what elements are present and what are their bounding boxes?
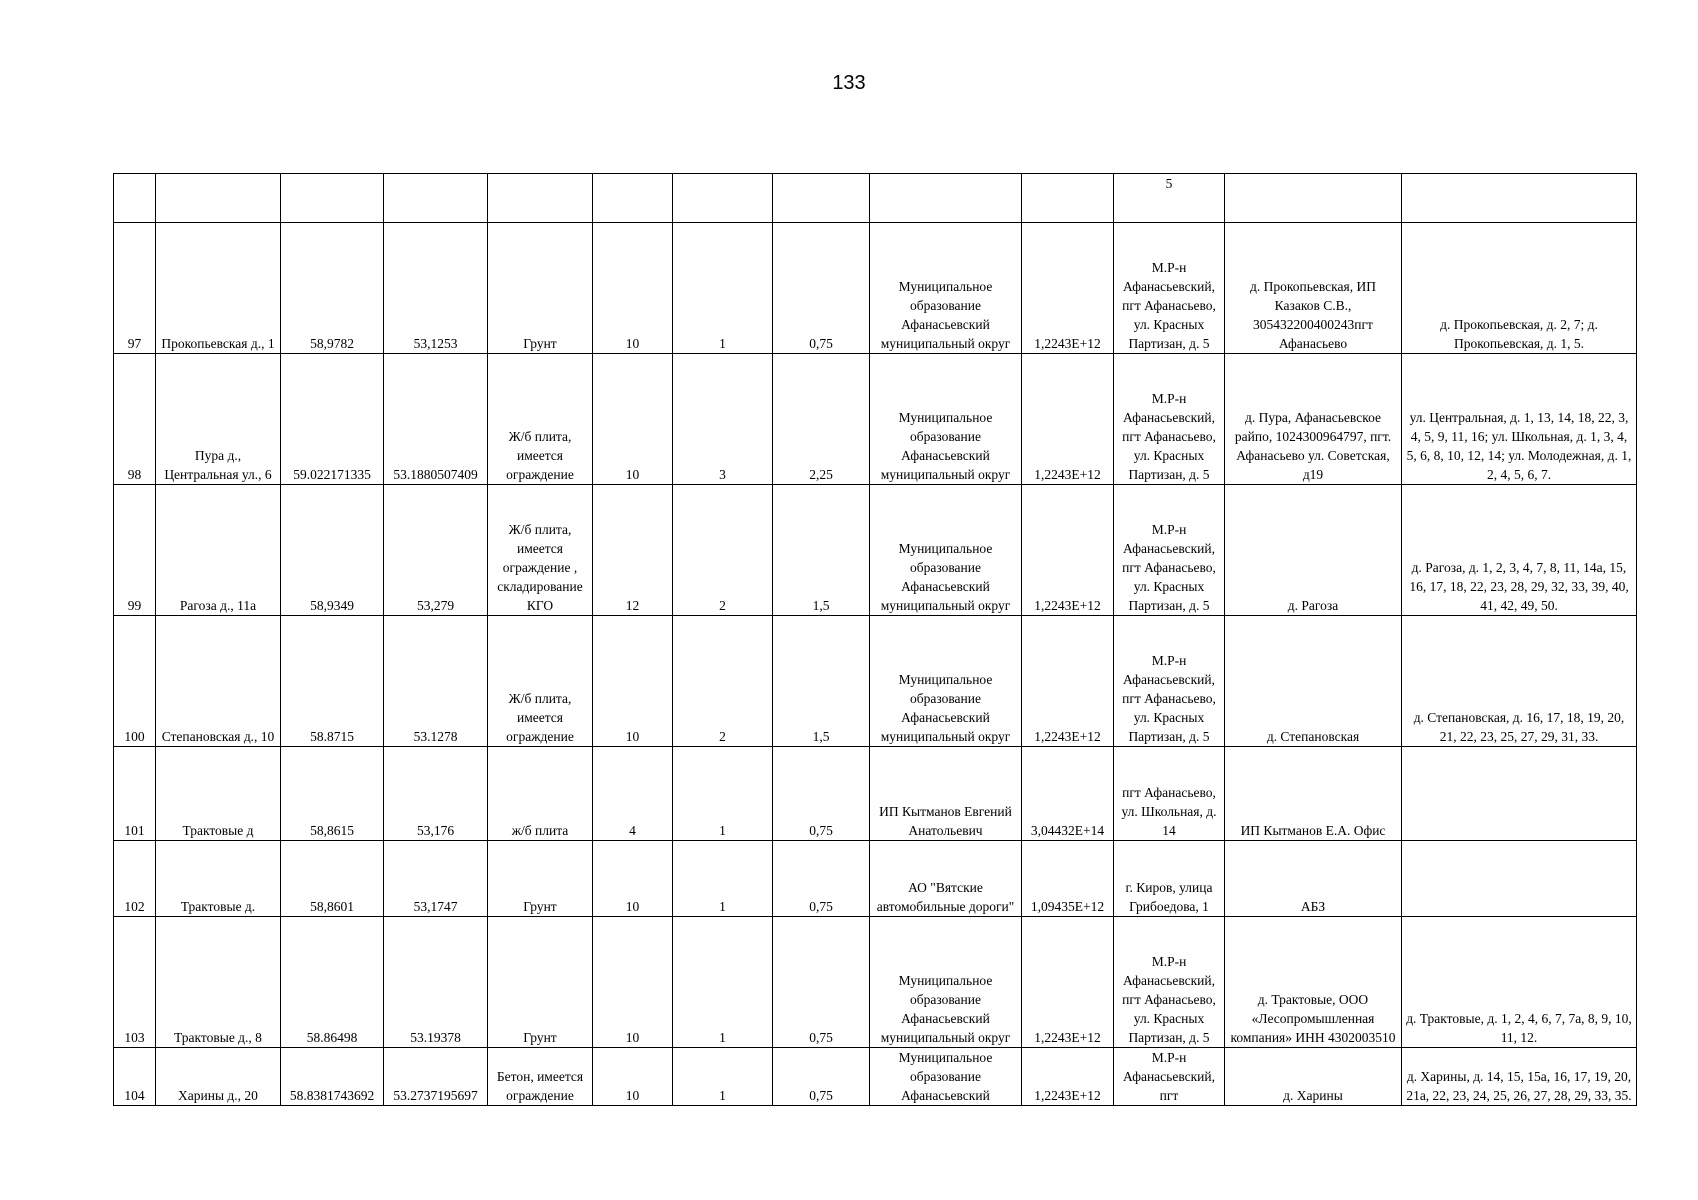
cell-lon: 53,1253 <box>384 223 488 354</box>
page-number: 133 <box>832 72 866 94</box>
cell-count: 1 <box>673 841 773 917</box>
table-row <box>114 354 1637 485</box>
cell-served: д. Харины, д. 14, 15, 15а, 16, 17, 19, 20, 21а, 22, 23, 24, 25, 26, 27, 28, 29, 33, 35. <box>1402 1048 1637 1106</box>
cell-source: д. Степановская <box>1225 616 1402 747</box>
cell-served: д. Степановская, д. 16, 17, 18, 19, 20, 21, 22, 23, 25, 27, 29, 31, 33. <box>1402 616 1637 747</box>
cell-lon: 53.2737195697 <box>384 1048 488 1106</box>
table-row <box>114 917 1637 1048</box>
cell-surface: Бетон, имеется ограждение <box>488 1048 593 1106</box>
cell-owner: Муниципальное образование Афанасьевский муниципальный округ <box>870 616 1022 747</box>
cell-served: д. Прокопьевская, д. 2, 7; д. Прокопьевская, д. 1, 5. <box>1402 223 1637 354</box>
cell-surface: Грунт <box>488 841 593 917</box>
cell-volume: 2,25 <box>773 354 870 485</box>
cell-volume: 0,75 <box>773 223 870 354</box>
cell-area: 10 <box>593 616 673 747</box>
cell-n: 99 <box>114 485 156 616</box>
table-row <box>114 1048 1637 1106</box>
cell-name: Трактовые д., 8 <box>156 917 281 1048</box>
cell-address: М.Р-н Афанасьевский, пгт Афанасьево, ул. Красных Партизан, д. 5 <box>1114 223 1225 354</box>
cell-source: д. Харины <box>1225 1048 1402 1106</box>
cell-served: д. Трактовые, д. 1, 2, 4, 6, 7, 7а, 8, 9, 10, 11, 12. <box>1402 917 1637 1048</box>
cell-owner: Муниципальное образование Афанасьевский <box>870 1048 1022 1106</box>
cell-volume: 1,5 <box>773 616 870 747</box>
cell-n: 103 <box>114 917 156 1048</box>
cell-source: д. Рагоза <box>1225 485 1402 616</box>
cell-ogrn: 1,2243E+12 <box>1022 223 1114 354</box>
cell-source: ИП Кытманов Е.А. Офис <box>1225 747 1402 841</box>
cell-served <box>1402 174 1637 223</box>
cell-source: АБЗ <box>1225 841 1402 917</box>
cell-count: 2 <box>673 616 773 747</box>
cell-ogrn <box>1022 174 1114 223</box>
cell-ogrn: 1,09435E+12 <box>1022 841 1114 917</box>
cell-owner <box>870 174 1022 223</box>
cell-lon: 53.1880507409 <box>384 354 488 485</box>
cell-lat: 58,9782 <box>281 223 384 354</box>
cell-ogrn: 1,2243E+12 <box>1022 917 1114 1048</box>
cell-n: 97 <box>114 223 156 354</box>
cell-owner: Муниципальное образование Афанасьевский муниципальный округ <box>870 917 1022 1048</box>
cell-source <box>1225 174 1402 223</box>
cell-count: 1 <box>673 1048 773 1106</box>
cell-n: 98 <box>114 354 156 485</box>
table-row <box>114 616 1637 747</box>
cell-owner: ИП Кытманов Евгений Анатольевич <box>870 747 1022 841</box>
cell-lon: 53,176 <box>384 747 488 841</box>
cell-n: 100 <box>114 616 156 747</box>
cell-name: Трактовые д <box>156 747 281 841</box>
cell-surface: Ж/б плита, имеется ограждение , складирование КГО <box>488 485 593 616</box>
cell-lon: 53.1278 <box>384 616 488 747</box>
cell-name <box>156 174 281 223</box>
cell-ogrn: 1,2243E+12 <box>1022 485 1114 616</box>
cell-volume: 0,75 <box>773 841 870 917</box>
cell-address: М.Р-н Афанасьевский, пгт <box>1114 1048 1225 1106</box>
cell-area: 10 <box>593 354 673 485</box>
cell-ogrn: 3,04432E+14 <box>1022 747 1114 841</box>
table-row <box>114 174 1637 223</box>
cell-area: 10 <box>593 917 673 1048</box>
cell-lon: 53,1747 <box>384 841 488 917</box>
cell-count: 1 <box>673 917 773 1048</box>
cell-lat: 58,8601 <box>281 841 384 917</box>
table-row <box>114 223 1637 354</box>
cell-owner: Муниципальное образование Афанасьевский муниципальный округ <box>870 223 1022 354</box>
waste-sites-table <box>113 173 1637 1106</box>
cell-surface: Ж/б плита, имеется ограждение <box>488 354 593 485</box>
cell-volume: 0,75 <box>773 1048 870 1106</box>
cell-surface: Грунт <box>488 917 593 1048</box>
cell-surface: Ж/б плита, имеется ограждение <box>488 616 593 747</box>
table-row <box>114 747 1637 841</box>
cell-name: Степановская д., 10 <box>156 616 281 747</box>
cell-source: д. Прокопьевская, ИП Казаков С.В., 305432200400243пгт Афанасьево <box>1225 223 1402 354</box>
cell-address: 5 <box>1114 174 1225 223</box>
cell-address: М.Р-н Афанасьевский, пгт Афанасьево, ул. Красных Партизан, д. 5 <box>1114 485 1225 616</box>
cell-area: 10 <box>593 223 673 354</box>
cell-volume: 0,75 <box>773 917 870 1048</box>
cell-ogrn: 1,2243E+12 <box>1022 616 1114 747</box>
cell-lat: 58.8715 <box>281 616 384 747</box>
cell-name: Трактовые д. <box>156 841 281 917</box>
cell-lon: 53.19378 <box>384 917 488 1048</box>
cell-name: Рагоза д., 11а <box>156 485 281 616</box>
cell-count: 1 <box>673 747 773 841</box>
cell-source: д. Трактовые, ООО «Лесопромышленная компания» ИНН 4302003510 <box>1225 917 1402 1048</box>
cell-address: М.Р-н Афанасьевский, пгт Афанасьево, ул. Красных Партизан, д. 5 <box>1114 917 1225 1048</box>
cell-area: 4 <box>593 747 673 841</box>
cell-count: 3 <box>673 354 773 485</box>
cell-volume <box>773 174 870 223</box>
cell-volume: 0,75 <box>773 747 870 841</box>
cell-owner: Муниципальное образование Афанасьевский муниципальный округ <box>870 354 1022 485</box>
cell-name: Пура д., Центральная ул., 6 <box>156 354 281 485</box>
cell-lat <box>281 174 384 223</box>
cell-volume: 1,5 <box>773 485 870 616</box>
cell-name: Прокопьевская д., 1 <box>156 223 281 354</box>
cell-name: Харины д., 20 <box>156 1048 281 1106</box>
cell-served: д. Рагоза, д. 1, 2, 3, 4, 7, 8, 11, 14а, 15, 16, 17, 18, 22, 23, 28, 29, 32, 33, 39, 40, 41, 42, 49, 50. <box>1402 485 1637 616</box>
cell-n <box>114 174 156 223</box>
cell-count: 2 <box>673 485 773 616</box>
cell-area <box>593 174 673 223</box>
cell-address: М.Р-н Афанасьевский, пгт Афанасьево, ул. Красных Партизан, д. 5 <box>1114 616 1225 747</box>
cell-lat: 59.022171335 <box>281 354 384 485</box>
cell-lon: 53,279 <box>384 485 488 616</box>
cell-served <box>1402 747 1637 841</box>
cell-n: 102 <box>114 841 156 917</box>
cell-area: 10 <box>593 841 673 917</box>
cell-address: г. Киров, улица Грибоедова, 1 <box>1114 841 1225 917</box>
cell-served <box>1402 841 1637 917</box>
cell-n: 101 <box>114 747 156 841</box>
cell-lat: 58.86498 <box>281 917 384 1048</box>
cell-address: пгт Афанасьево, ул. Школьная, д. 14 <box>1114 747 1225 841</box>
cell-served: ул. Центральная, д. 1, 13, 14, 18, 22, 3, 4, 5, 9, 11, 16; ул. Школьная, д. 1, 3, 4, 5, 6, 8, 10, 12, 14; ул. Молодежная, д. 1, 2, 4, 5, 6, 7. <box>1402 354 1637 485</box>
cell-surface: Грунт <box>488 223 593 354</box>
cell-area: 12 <box>593 485 673 616</box>
table-row <box>114 841 1637 917</box>
cell-lat: 58.8381743692 <box>281 1048 384 1106</box>
cell-ogrn: 1,2243E+12 <box>1022 354 1114 485</box>
cell-area: 10 <box>593 1048 673 1106</box>
cell-n: 104 <box>114 1048 156 1106</box>
cell-lon <box>384 174 488 223</box>
cell-count: 1 <box>673 223 773 354</box>
cell-address: М.Р-н Афанасьевский, пгт Афанасьево, ул. Красных Партизан, д. 5 <box>1114 354 1225 485</box>
cell-lat: 58,9349 <box>281 485 384 616</box>
cell-lat: 58,8615 <box>281 747 384 841</box>
cell-source: д. Пура, Афанасьевское райпо, 1024300964797, пгт. Афанасьево ул. Советская, д19 <box>1225 354 1402 485</box>
cell-ogrn: 1,2243E+12 <box>1022 1048 1114 1106</box>
cell-count <box>673 174 773 223</box>
cell-surface: ж/б плита <box>488 747 593 841</box>
table-row <box>114 485 1637 616</box>
cell-owner: АО "Вятские автомобильные дороги" <box>870 841 1022 917</box>
cell-owner: Муниципальное образование Афанасьевский муниципальный округ <box>870 485 1022 616</box>
cell-surface <box>488 174 593 223</box>
